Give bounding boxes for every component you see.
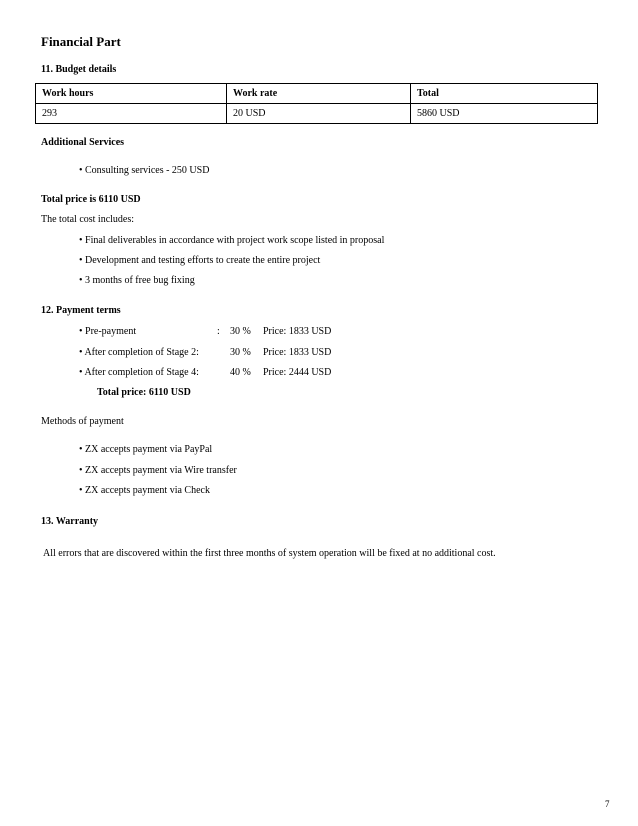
additional-services-heading: Additional Services bbox=[41, 137, 125, 148]
list-item: • 3 months of free bug fixing bbox=[79, 275, 195, 286]
payment-percent: 30 % bbox=[230, 347, 251, 358]
payment-terms-heading: 12. Payment terms bbox=[41, 305, 121, 316]
methods-heading: Methods of payment bbox=[41, 416, 124, 427]
column-header-total: Total bbox=[411, 84, 598, 104]
payment-label: • After completion of Stage 2: bbox=[79, 347, 199, 358]
list-item: • Development and testing efforts to create the entire project bbox=[79, 255, 321, 266]
table-row bbox=[36, 104, 598, 124]
page-number: 7 bbox=[605, 799, 610, 809]
list-item: • ZX accepts payment via PayPal bbox=[79, 444, 213, 455]
payment-price: Price: 1833 USD bbox=[263, 326, 332, 337]
cell-work-rate: 20 USD bbox=[227, 104, 411, 124]
list-item: • Consulting services - 250 USD bbox=[79, 165, 210, 176]
payment-label: • Pre-payment bbox=[79, 326, 137, 337]
payment-label: • After completion of Stage 4: bbox=[79, 367, 199, 378]
payment-total: Total price: 6110 USD bbox=[97, 387, 191, 398]
warranty-heading: 13. Warranty bbox=[41, 516, 99, 527]
list-item: • Final deliverables in accordance with project work scope listed in proposal bbox=[79, 235, 385, 246]
cell-work-hours: 293 bbox=[36, 104, 227, 124]
cell-total: 5860 USD bbox=[411, 104, 598, 124]
payment-price: Price: 1833 USD bbox=[263, 347, 332, 358]
column-header-work-rate: Work rate bbox=[227, 84, 411, 104]
total-cost-intro: The total cost includes: bbox=[41, 214, 135, 225]
page-title: Financial Part bbox=[41, 34, 121, 49]
budget-table bbox=[35, 83, 598, 124]
payment-price: Price: 2444 USD bbox=[263, 367, 332, 378]
payment-percent: 30 % bbox=[230, 326, 251, 337]
list-item: • ZX accepts payment via Wire transfer bbox=[79, 465, 237, 476]
warranty-text: All errors that are discovered within the first three months of system operation will be fixed at no additional cost. bbox=[43, 548, 496, 559]
column-header-work-hours: Work hours bbox=[36, 84, 227, 104]
total-price-line: Total price is 6110 USD bbox=[41, 194, 141, 205]
list-item: • ZX accepts payment via Check bbox=[79, 485, 210, 496]
payment-percent: 40 % bbox=[230, 367, 251, 378]
table-header-row bbox=[36, 84, 598, 104]
budget-heading: 11. Budget details bbox=[41, 64, 117, 75]
payment-separator: : bbox=[217, 326, 220, 337]
